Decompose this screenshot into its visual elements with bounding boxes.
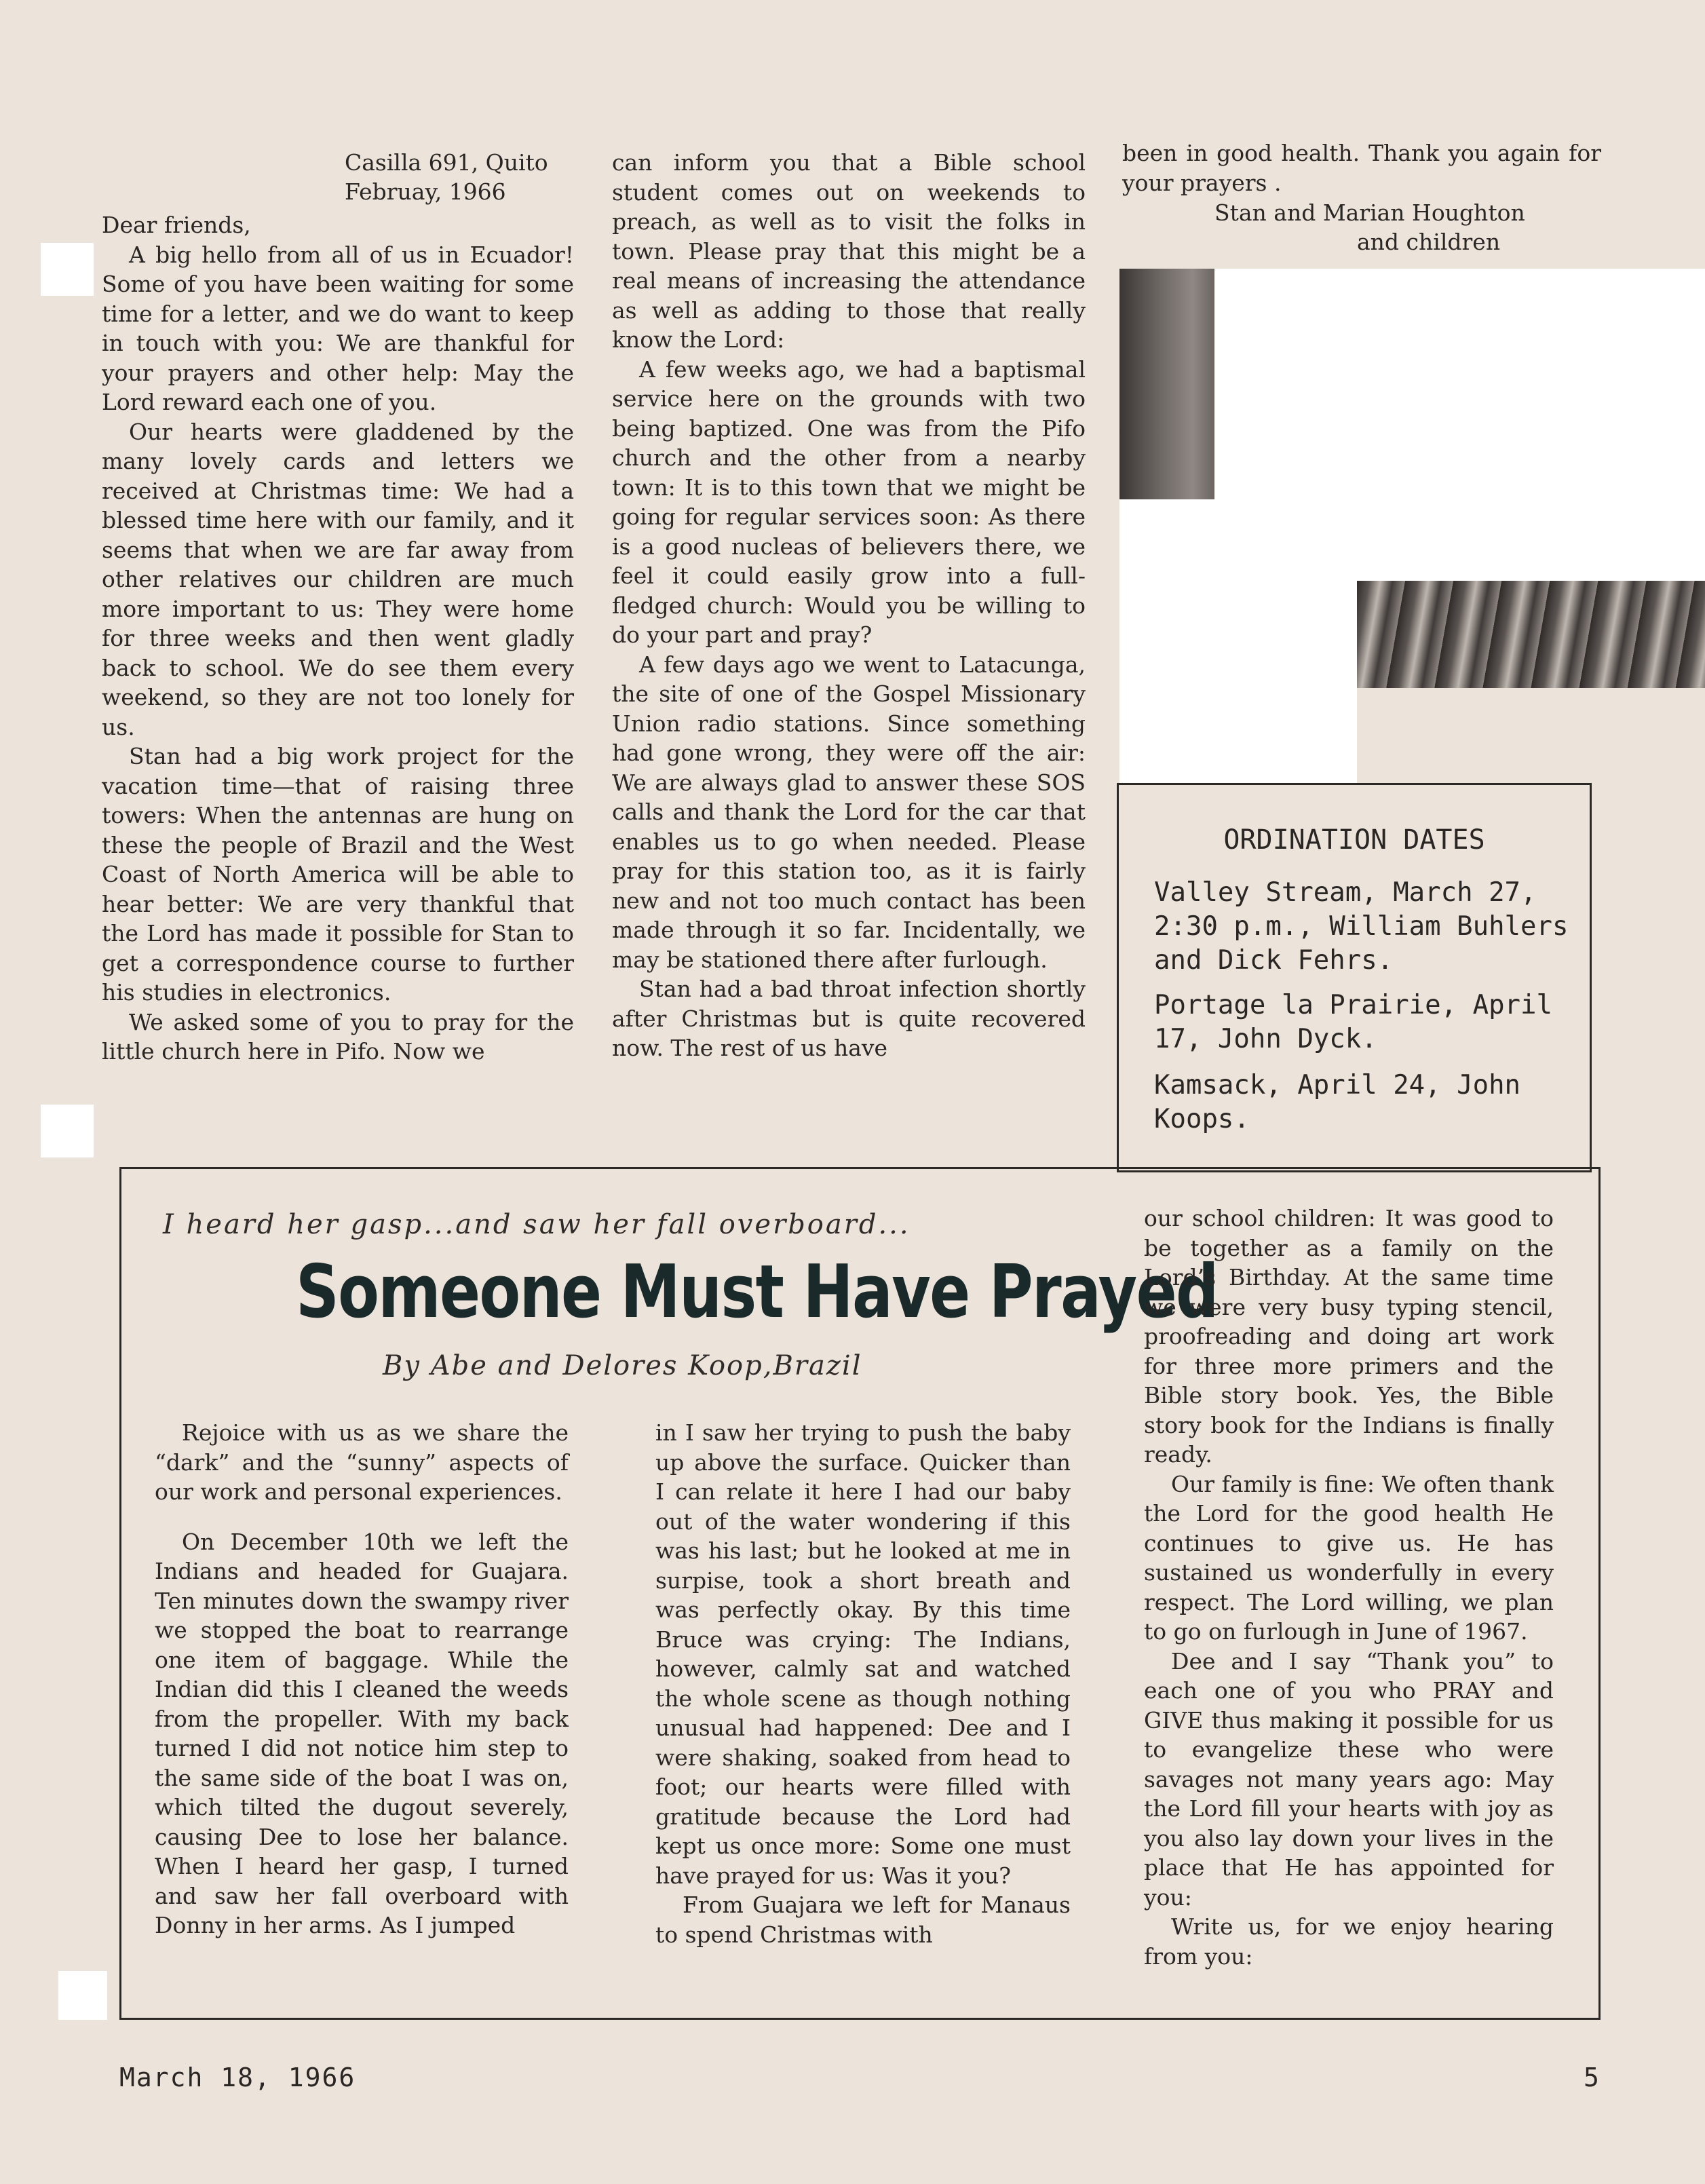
paragraph: can inform you that a Bible school student comes out on weekends to preach, as well as to visit the folks in town. Please pray that this might be a real means of increasing the attendance as well as adding to those that really know the Lord: [612, 149, 1086, 353]
paragraph: From Guajara we left for Manaus to spend Christmas with [655, 1892, 1071, 1948]
paragraph: Stan had a bad throat infection shortly after Christmas but is quite recovered now. The rest of us have [612, 976, 1086, 1061]
paragraph: Rejoice with us as we share the “dark” and the “sunny” aspects of our work and personal experiences. [155, 1419, 569, 1505]
scan-patch [41, 243, 94, 296]
story-column-2 [655, 1418, 1071, 1949]
ordination-entry: Portage la Prairie, April 17, John Dyck. [1154, 990, 1552, 1054]
story-column-3 [1144, 1204, 1554, 1971]
letter-column-3 [1122, 138, 1601, 197]
signature-line-2: and children [1357, 229, 1501, 255]
signature-line-1: Stan and Marian Houghton [1214, 199, 1525, 226]
paragraph: Our family is fine: We often thank the Lord for the good health He continues to give us. He has sustained us wonderfully in every respect. The Lord willing, we plan to go on furlough in June of 1967. [1144, 1470, 1554, 1645]
paragraph: A big hello from all of us in Ecuador! Some of you have been waiting for some time for a letter, and we do want to keep in touch with you: We are thankful for your prayers and other help: May the Lord reward each one of you. [102, 241, 574, 415]
paragraph: our school children: It was good to be together as a family on the Lord’s Birthday. At the same time we were very busy typing stencil, proofreading and doing art work for three more primers and the Bible story book. Yes, the Bible story book for the Indians is finally ready. [1144, 1205, 1554, 1468]
story-kicker: I heard her gasp...and saw her fall overboard... [163, 1209, 911, 1240]
signature [1214, 198, 1525, 256]
story-column-1 [155, 1418, 569, 1940]
address-line-2: Februay, 1966 [345, 178, 506, 205]
letter-column-1 [102, 210, 574, 1067]
address-line-1: Casilla 691, Quito [345, 149, 548, 176]
story-byline: By Abe and Delores Koop,Brazil [383, 1350, 862, 1381]
paragraph: A few weeks ago, we had a baptismal service here on the grounds with two being baptized. One was from the Pifo church and the other from a nearby town: It is to this town that we might be going for regular services soon: As there is a good nucleas of believers there, we feel it could easily grow into a full-fledged church: Would you be willing to do your part and pray? [612, 356, 1086, 648]
ordination-dates-box [1117, 783, 1592, 1172]
paragraph: Our hearts were gladdened by the many lovely cards and letters we received at Christmas time: We had a blessed time here with our family, and it seems that when we are far away from other relatives our children are much more important to us: They were home for three weeks and then went gladly back to school. We do see them every weekend, so they are not too lonely for us. [102, 418, 574, 740]
paragraph: A few days ago we went to Latacunga, the site of one of the Gospel Missionary Union radio stations. Since something had gone wrong, they were off the air: We are always glad to answer these SOS calls and thank the Lord for the car that enables us to go when needed. Please pray for this station too, as it is fairly new and not too much contact has been made through it so far. Incidentally, we may be stationed there after furlough. [612, 651, 1086, 973]
paragraph: Write us, for we enjoy hearing from you: [1144, 1913, 1554, 1970]
letter-column-2 [612, 148, 1086, 1063]
paragraph: Stan had a big work project for the vacation time—that of raising three towers: When the antennas are hung on these the people of Brazil and the West Coast of North America will be able to hear better: We are very thankful that the Lord has made it possible for Stan to get a correspondence course to further his studies in electronics. [102, 743, 574, 1005]
photo-blank [1119, 499, 1357, 783]
story-headline: Someone Must Have Prayed [296, 1250, 1218, 1335]
ordination-title: ORDINATION DATES [1223, 824, 1485, 856]
salutation: Dear friends, [102, 212, 251, 238]
paragraph: Dee and I say “Thank you” to each one of you who PRAY and GIVE thus making it possible for us to evangelize these who were savages not many years ago: May the Lord fill your hearts with joy as you also lay down your lives in the place that He has appointed for you: [1144, 1647, 1554, 1911]
paragraph: in I saw her trying to push the baby up above the surface. Quicker than I can relate it here I had our baby out of the water wondering if this was his last; but he looked at me in surpise, took a short breath and was perfectly okay. By this time Bruce was crying: The Indians, however, calmly sat and watched the whole scene as though nothing unusual had happened: Dee and I were shaking, soaked from head to foot; our hearts were filled with gratitude because the Lord had kept us once more: Some one must have prayed for us: Was it you? [655, 1419, 1071, 1889]
photo-blank [1357, 269, 1705, 581]
letter-address [345, 148, 548, 206]
paragraph: been in good health. Thank you again for your prayers . [1122, 140, 1601, 196]
photo-fragment-right [1357, 581, 1705, 688]
scan-patch [41, 1105, 94, 1157]
scan-patch [58, 1971, 107, 2020]
ordination-entry: Valley Stream, March 27, 2:30 p.m., William Buhlers and Dick Fehrs. [1154, 877, 1569, 976]
page-number: 5 [1584, 2063, 1601, 2092]
ordination-entry: Kamsack, April 24, John Koops. [1154, 1070, 1521, 1134]
footer-date: March 18, 1966 [119, 2063, 356, 2092]
paragraph: We asked some of you to pray for the little church here in Pifo. Now we [102, 1008, 574, 1065]
paragraph: On December 10th we left the Indians and headed for Guajara. Ten minutes down the swampy river we stopped the boat to rearrange one item of baggage. While the Indian did this I cleaned the weeds from the propeller. With my back turned I did not notice him step to the same side of the boat I was on, which tilted the dugout severely, causing Dee to lose her balance. When I heard her gasp, I turned and saw her fall overboard with Donny in her arms. As I jumped [155, 1528, 569, 1938]
